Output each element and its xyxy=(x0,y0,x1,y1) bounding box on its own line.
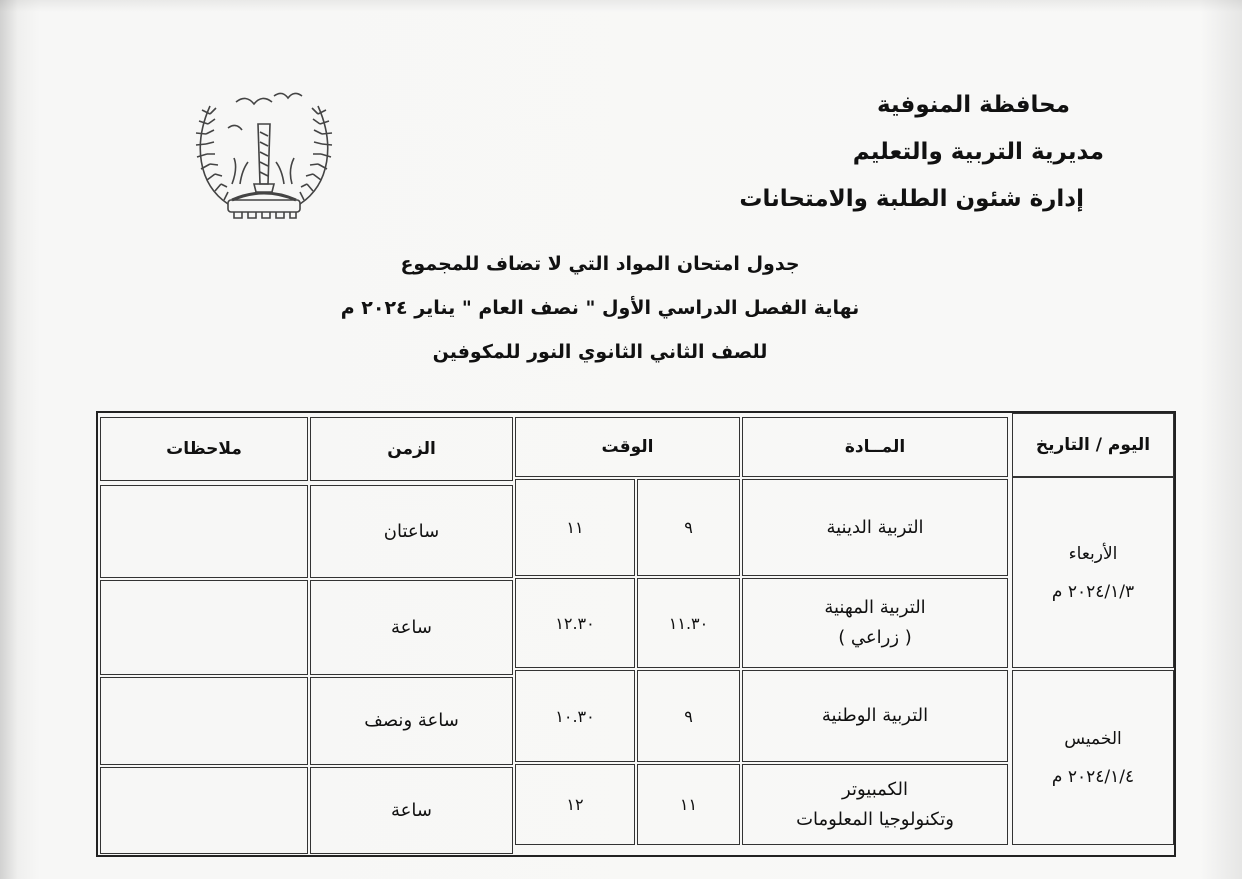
day-cell-thursday xyxy=(1012,670,1174,845)
header-notes-label: ملاحظات xyxy=(166,439,242,459)
notes-cell xyxy=(100,485,308,578)
time-from-cell xyxy=(637,764,740,845)
subject-cell xyxy=(742,764,1008,845)
time-to: ١٠.٣٠ xyxy=(555,706,595,726)
subject-name: التربية الدينية xyxy=(826,516,924,538)
time-from: ١١.٣٠ xyxy=(668,613,709,633)
subject-name: الكمبيوتر xyxy=(842,778,908,800)
notes-cell xyxy=(100,677,308,765)
time-to: ١١ xyxy=(566,518,584,537)
header-notes xyxy=(100,417,308,481)
duration-cell xyxy=(310,580,513,675)
subject-name-detail: وتكنولوجيا المعلومات xyxy=(796,808,954,830)
header-duration-label: الزمن xyxy=(387,439,436,459)
time-from-cell xyxy=(637,479,740,576)
subject-name: التربية الوطنية xyxy=(821,705,929,726)
title-line-1: جدول امتحان المواد التي لا تضاف للمجموع xyxy=(400,253,800,275)
time-to-cell xyxy=(515,578,635,668)
governorate-name: محافظة المنوفية xyxy=(876,92,1070,118)
page-edge-shadow xyxy=(0,0,18,879)
issuing-authority-header xyxy=(644,82,1104,223)
time-from-cell xyxy=(637,578,740,668)
department-name: إدارة شئون الطلبة والامتحانات xyxy=(739,186,1084,212)
subject-cell xyxy=(742,578,1008,668)
page-top-shadow xyxy=(0,0,1242,12)
time-from-cell xyxy=(637,670,740,762)
time-from: ٩ xyxy=(684,706,693,726)
header-day-date xyxy=(1012,413,1174,477)
title-line-2: نهاية الفصل الدراسي الأول " نصف العام " يناير ٢٠٢٤ م xyxy=(340,297,860,319)
directorate-name: مديرية التربية والتعليم xyxy=(852,139,1104,165)
time-to-cell xyxy=(515,670,635,762)
header-time xyxy=(515,417,740,477)
duration-cell xyxy=(310,485,513,578)
subject-name: التربية المهنية xyxy=(824,597,926,618)
time-to-cell xyxy=(515,764,635,845)
title-line-3: للصف الثاني الثانوي النور للمكوفين xyxy=(432,341,768,363)
duration-cell xyxy=(310,767,513,854)
duration-cell xyxy=(310,677,513,765)
day-name: الأربعاء xyxy=(1068,543,1118,564)
duration-value: ساعة ونصف xyxy=(364,710,459,731)
notes-cell xyxy=(100,580,308,675)
time-from: ٩ xyxy=(684,518,693,537)
day-cell-wednesday xyxy=(1012,477,1174,668)
header-day-date-label: اليوم / التاريخ xyxy=(1035,435,1151,455)
time-to: ١٢ xyxy=(566,795,584,814)
header-duration xyxy=(310,417,513,481)
time-to-cell xyxy=(515,479,635,576)
duration-value: ساعتان xyxy=(383,520,440,542)
subject-name-detail: ( زراعي ) xyxy=(838,627,912,648)
document-title xyxy=(300,242,900,374)
day-date: ٢٠٢٤/١/٤ م xyxy=(1051,766,1135,787)
day-date: ٢٠٢٤/١/٣ م xyxy=(1051,581,1135,602)
duration-value: ساعة xyxy=(391,616,432,638)
header-time-label: الوقت xyxy=(601,437,654,457)
header-subject-label: المــادة xyxy=(844,437,906,457)
day-name: الخميس xyxy=(1064,728,1122,749)
subject-cell xyxy=(742,670,1008,762)
duration-value: ساعة xyxy=(391,799,432,821)
header-subject xyxy=(742,417,1008,477)
ministry-emblem-icon xyxy=(188,84,340,222)
time-to: ١٢.٣٠ xyxy=(555,613,595,633)
time-from: ١١ xyxy=(679,795,698,814)
subject-cell xyxy=(742,479,1008,576)
notes-cell xyxy=(100,767,308,854)
